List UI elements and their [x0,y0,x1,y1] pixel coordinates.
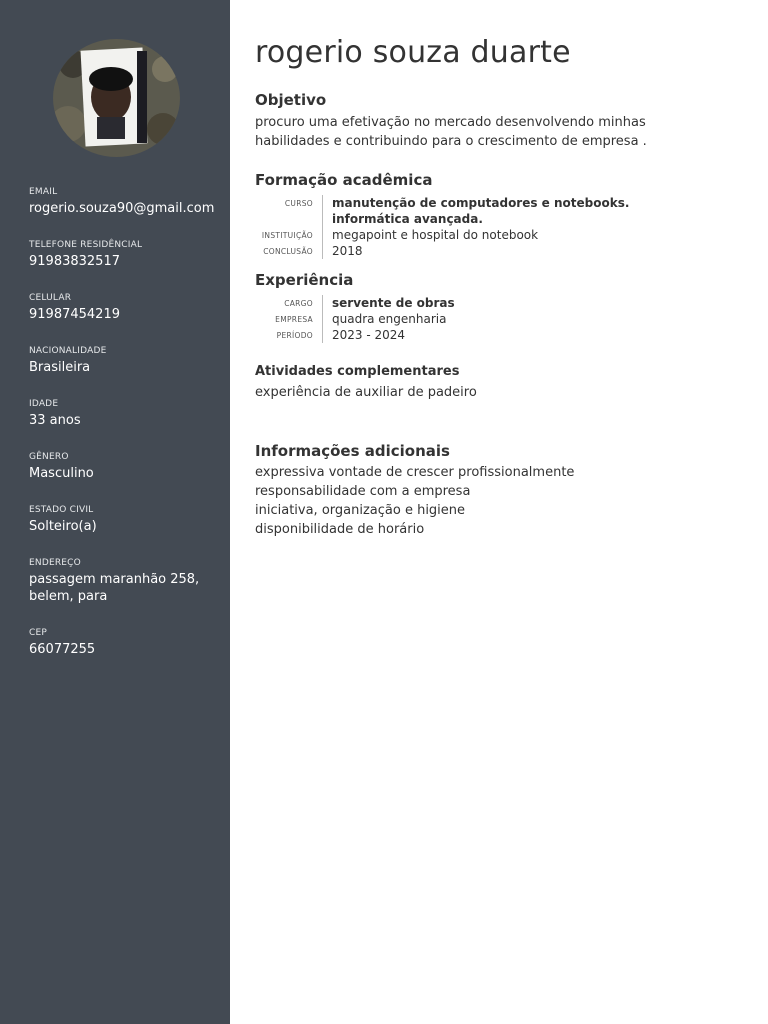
additional-info-list [255,463,705,539]
gender-value: Masculino [29,466,94,481]
experience-details [255,295,745,343]
row-key: INSTITUIÇÃO [261,231,313,240]
experience-row-company [255,311,745,327]
field-label: CELULAR [29,293,72,303]
field-label: ESTADO CIVIL [29,505,94,515]
field-label: EMAIL [29,187,58,197]
additional-info-item: iniciativa, organização e higiene [255,503,466,518]
objective-text: procuro uma efetivação no mercado desenvolvendo minhas habilidades e contribuindo para o crescimento de empresa . [255,115,647,149]
cellphone-field [29,292,219,323]
education-row-institution [255,227,745,243]
field-label: TELEFONE RESIDÊNCIAL [29,240,143,250]
avatar [53,39,180,157]
zip-code-field [29,627,219,658]
marital-status-field [29,504,219,535]
marital-status-value: Solteiro(a) [29,519,97,534]
additional-info-item: disponibilidade de horário [255,522,425,537]
zip-code-value: 66077255 [29,642,96,657]
row-key: EMPRESA [275,315,313,324]
age-value: 33 anos [29,413,81,428]
row-value: 2018 [322,243,692,259]
nationality-field [29,345,219,376]
field-label: NACIONALIDADE [29,346,107,356]
email-value[interactable]: rogerio.souza90@gmail.com [29,201,215,216]
field-label: IDADE [29,399,59,409]
home-phone-value: 91983832517 [29,254,120,269]
home-phone-field [29,239,219,270]
row-value: manutenção de computadores e notebooks. informática avançada. [322,195,692,227]
field-label: GÊNERO [29,452,69,462]
row-key: CURSO [284,199,313,208]
row-key: PERÍODO [276,331,313,340]
experience-row-period [255,327,745,343]
activities-heading: Atividades complementares [255,364,460,379]
additional-info-item: responsabilidade com a empresa [255,484,471,499]
sidebar [0,0,230,1024]
field-label: ENDEREÇO [29,558,81,568]
profile-photo [53,39,180,157]
address-field [29,557,204,605]
experience-row-role [255,295,745,311]
nationality-value: Brasileira [29,360,91,375]
activities-text: experiência de auxiliar de padeiro [255,385,477,400]
row-key: CONCLUSÃO [263,247,313,256]
experience-heading: Experiência [255,271,354,289]
cellphone-value: 91987454219 [29,307,120,322]
additional-info-item: expressiva vontade de crescer profissionalmente [255,465,575,480]
education-row-course [255,195,745,227]
page-title: rogerio souza duarte [255,35,571,70]
education-row-conclusion [255,243,745,259]
email-field [29,186,219,217]
row-value: megapoint e hospital do notebook [322,227,692,243]
age-field [29,398,219,429]
education-heading: Formação acadêmica [255,171,433,189]
row-value: 2023 - 2024 [322,327,692,343]
gender-field [29,451,219,482]
row-key: CARGO [284,299,313,308]
field-label: CEP [29,628,47,638]
education-details [255,195,745,259]
row-value: servente de obras [322,295,692,311]
address-value: passagem maranhão 258, belem, para [29,572,200,604]
objective-heading: Objetivo [255,91,327,109]
additional-info-heading: Informações adicionais [255,442,450,460]
row-value: quadra engenharia [322,311,692,327]
